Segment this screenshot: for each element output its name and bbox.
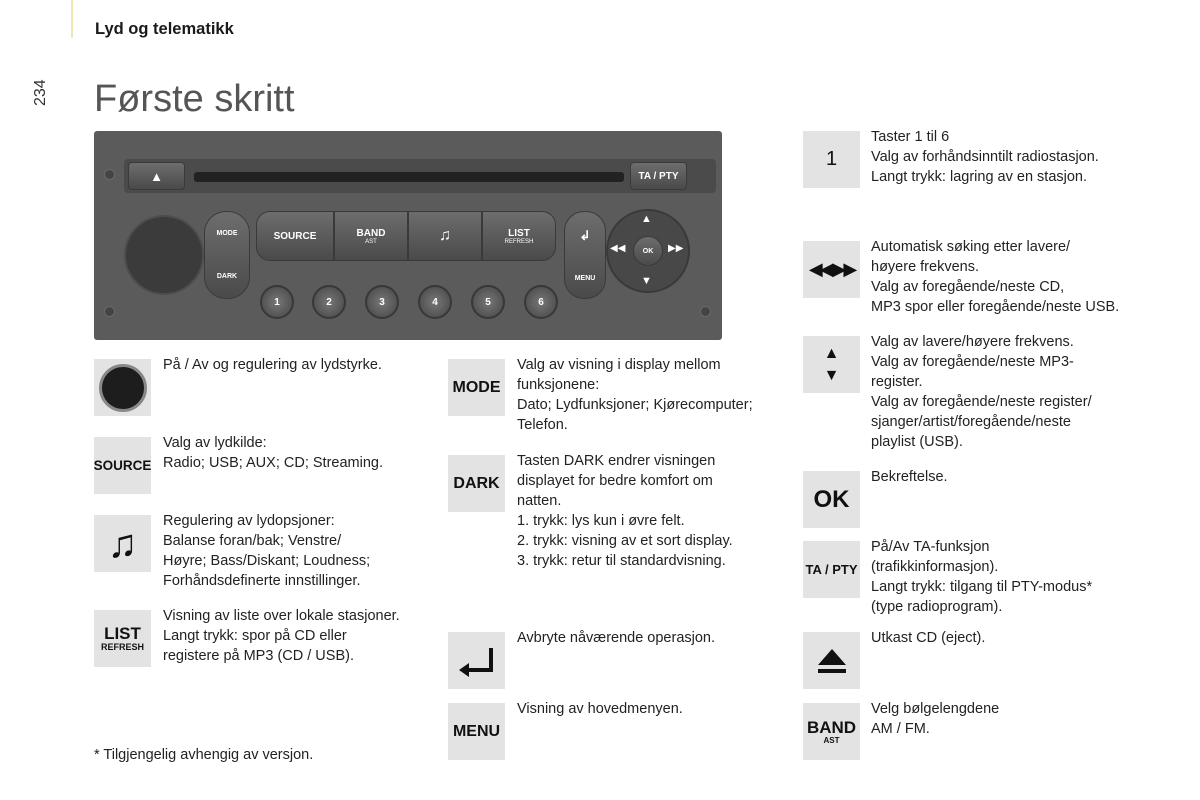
preset-icon-label: 1 bbox=[825, 148, 838, 170]
menu-icon bbox=[448, 703, 505, 760]
back-menu-rocker[interactable] bbox=[564, 211, 606, 299]
menu-icon-label: MENU bbox=[452, 722, 501, 740]
list-label: LIST bbox=[508, 227, 530, 239]
preset-button-2[interactable]: 2 bbox=[312, 285, 346, 319]
preset-button-4[interactable]: 4 bbox=[418, 285, 452, 319]
dark-description: Tasten DARK endrer visningen displayet for bedre komfort om natten. 1. trykk: lys kun i øvre felt. 2. trykk: visning av et sort display. 3. trykk: retur til standardvisning. bbox=[517, 453, 733, 569]
screw bbox=[700, 306, 711, 317]
ta-pty-description: På/Av TA-funksjon (trafikkinformasjon). Langt trykk: tilgang til PTY-modus* (type radioprogram). bbox=[871, 539, 1093, 615]
preset-button-1[interactable]: 1 bbox=[260, 285, 294, 319]
music-note-icon: ♫ bbox=[94, 515, 151, 572]
dark-icon-label: DARK bbox=[453, 474, 500, 492]
eject-button[interactable]: ▲ bbox=[128, 162, 185, 190]
preset-button-6[interactable]: 6 bbox=[524, 285, 558, 319]
screw bbox=[104, 169, 115, 180]
refresh-icon-label: REFRESH bbox=[100, 642, 144, 652]
navigation-dpad[interactable] bbox=[606, 209, 690, 293]
volume-knob-icon bbox=[94, 359, 151, 416]
back-arrow-icon: ↲ bbox=[579, 227, 591, 243]
dark-label: DARK bbox=[216, 273, 238, 280]
cd-slot bbox=[194, 172, 624, 182]
back-arrow-icon bbox=[448, 632, 505, 689]
mode-dark-rocker[interactable] bbox=[204, 211, 250, 299]
mode-label: MODE bbox=[216, 230, 238, 237]
preset-button-5[interactable]: 5 bbox=[471, 285, 505, 319]
band-sub-label: AST bbox=[365, 238, 377, 245]
mode-icon-label: MODE bbox=[452, 378, 501, 396]
rewind-icon: ◀◀ bbox=[610, 243, 626, 254]
radio-panel-illustration bbox=[94, 131, 722, 340]
volume-knob[interactable] bbox=[124, 215, 204, 295]
band-button[interactable] bbox=[334, 211, 408, 261]
volume-description: På / Av og regulering av lydstyrke. bbox=[163, 357, 382, 373]
ta-pty-button[interactable]: TA / PTY bbox=[630, 162, 687, 190]
band-ast-icon bbox=[803, 703, 860, 760]
eject-description: Utkast CD (eject). bbox=[871, 630, 986, 646]
ast-icon-label: AST bbox=[823, 735, 840, 745]
menu-description: Visning av hovedmenyen. bbox=[517, 701, 683, 717]
source-icon bbox=[94, 437, 151, 494]
ok-description: Bekreftelse. bbox=[871, 469, 948, 485]
source-icon-label: SOURCE bbox=[93, 458, 152, 473]
preset-button-3[interactable]: 3 bbox=[365, 285, 399, 319]
ok-button[interactable]: OK bbox=[633, 236, 663, 266]
cd-slot-bar bbox=[124, 159, 716, 193]
screw bbox=[104, 306, 115, 317]
down-arrow-icon: ▼ bbox=[641, 275, 652, 287]
up-arrow-icon: ▲ bbox=[641, 213, 652, 225]
list-sub-label: REFRESH bbox=[504, 238, 534, 245]
music-note-icon: ♫ bbox=[439, 227, 451, 244]
ok-icon bbox=[803, 471, 860, 528]
back-description: Avbryte nåværende operasjon. bbox=[517, 630, 716, 646]
source-description: Valg av lydkilde: Radio; USB; AUX; CD; Streaming. bbox=[163, 435, 383, 471]
band-icon-label: BAND bbox=[806, 717, 857, 737]
section-title: Lyd og telematikk bbox=[95, 20, 234, 38]
band-label: BAND bbox=[356, 227, 386, 239]
page-title: Første skritt bbox=[94, 78, 295, 120]
menu-label: MENU bbox=[574, 275, 596, 283]
mode-description: Valg av visning i display mellom funksjonene: Dato; Lydfunksjoner; Kjørecomputer; Telefon. bbox=[517, 357, 753, 433]
ok-icon-label: OK bbox=[813, 485, 850, 513]
mode-icon bbox=[448, 359, 505, 416]
music-button[interactable] bbox=[408, 211, 482, 261]
eject-icon bbox=[803, 632, 860, 689]
list-description: Visning av liste over lokale stasjoner. Langt trykk: spor på CD eller registere på MP3 (CD / USB). bbox=[163, 608, 400, 664]
up-down-arrows-icon: ▲ ▼ bbox=[803, 336, 860, 393]
header-accent-bar bbox=[71, 0, 73, 38]
ta-pty-icon-label: TA / PTY bbox=[805, 562, 858, 577]
music-description: Regulering av lydopsjoner: Balanse foran/bak; Venstre/ Høyre; Bass/Diskant; Loudness; Forhåndsdefinerte innstillinger. bbox=[163, 513, 371, 589]
updown-description: Valg av lavere/høyere frekvens. Valg av foregående/neste MP3- register. Valg av foregående/neste register/ sjanger/artist/foregående/neste playlist (USB). bbox=[871, 334, 1092, 450]
source-button[interactable]: SOURCE bbox=[256, 211, 334, 261]
preset-number-icon bbox=[803, 131, 860, 188]
list-button[interactable] bbox=[482, 211, 556, 261]
forward-icon: ▶▶ bbox=[668, 243, 684, 254]
page-number: 234 bbox=[32, 79, 49, 106]
list-refresh-icon bbox=[94, 610, 151, 667]
list-icon-label: LIST bbox=[104, 624, 141, 643]
ta-pty-icon bbox=[803, 541, 860, 598]
seek-description: Automatisk søking etter lavere/ høyere frekvens. Valg av foregående/neste CD, MP3 spor eller foregående/neste USB. bbox=[871, 239, 1120, 315]
seek-arrows-icon: ◀◀ ▶▶ bbox=[803, 241, 860, 298]
band-description: Velg bølgelengdene AM / FM. bbox=[871, 701, 1000, 737]
preset-description: Taster 1 til 6 Valg av forhåndsinntilt radiostasjon. Langt trykk: lagring av en stasjon. bbox=[871, 129, 1099, 185]
footnote: * Tilgjengelig avhengig av versjon. bbox=[94, 747, 314, 763]
dark-icon bbox=[448, 455, 505, 512]
